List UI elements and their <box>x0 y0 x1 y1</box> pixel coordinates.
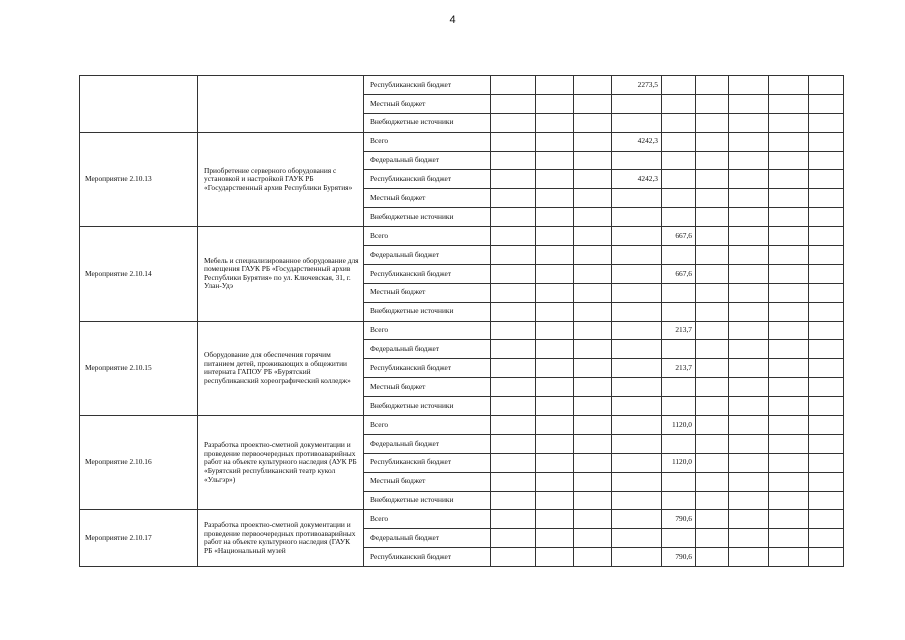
amount-cell <box>696 397 729 416</box>
amount-cell <box>536 453 574 472</box>
amount-cell <box>729 76 769 95</box>
activity-name-cell: Мероприятие 2.10.16 <box>80 416 198 510</box>
amount-cell <box>574 472 612 491</box>
amount-cell <box>612 113 662 132</box>
amount-cell <box>574 434 612 453</box>
amount-cell: 1120,0 <box>662 453 696 472</box>
amount-cell <box>662 491 696 510</box>
amount-cell <box>696 227 729 246</box>
amount-cell <box>769 227 809 246</box>
amount-cell <box>696 264 729 283</box>
amount-cell <box>769 359 809 378</box>
amount-cell <box>809 340 844 359</box>
amount-cell: 213,7 <box>662 359 696 378</box>
amount-cell <box>612 264 662 283</box>
funding-source-cell: Всего <box>364 132 491 151</box>
activity-description-cell: Разработка проектно-сметной документации и проведение первоочередных противоаварийных работ на объекте культурного наследия (АУК РБ «Бурятский республиканский театр кукол «Ульгэр») <box>198 416 364 510</box>
amount-cell <box>729 548 769 567</box>
amount-cell <box>536 189 574 208</box>
funding-source-cell: Внебюджетные источники <box>364 208 491 227</box>
amount-cell <box>662 397 696 416</box>
amount-cell: 213,7 <box>662 321 696 340</box>
amount-cell <box>696 434 729 453</box>
amount-cell <box>696 472 729 491</box>
amount-cell <box>729 453 769 472</box>
amount-cell <box>574 340 612 359</box>
amount-cell <box>491 170 536 189</box>
amount-cell <box>491 548 536 567</box>
amount-cell <box>809 170 844 189</box>
amount-cell <box>809 264 844 283</box>
amount-cell <box>612 510 662 529</box>
amount-cell <box>612 529 662 548</box>
amount-cell <box>536 416 574 435</box>
funding-source-cell: Республиканский бюджет <box>364 359 491 378</box>
amount-cell <box>809 302 844 321</box>
amount-cell <box>769 529 809 548</box>
amount-cell <box>769 453 809 472</box>
amount-cell <box>769 416 809 435</box>
amount-cell <box>574 151 612 170</box>
amount-cell <box>536 548 574 567</box>
amount-cell <box>536 510 574 529</box>
funding-source-cell: Республиканский бюджет <box>364 76 491 95</box>
amount-cell <box>612 416 662 435</box>
amount-cell <box>696 132 729 151</box>
amount-cell <box>574 548 612 567</box>
funding-source-cell: Внебюджетные источники <box>364 113 491 132</box>
amount-cell <box>574 113 612 132</box>
amount-cell <box>809 416 844 435</box>
amount-cell <box>662 189 696 208</box>
amount-cell <box>769 170 809 189</box>
amount-cell <box>769 94 809 113</box>
amount-cell <box>574 76 612 95</box>
amount-cell <box>769 302 809 321</box>
amount-cell <box>612 359 662 378</box>
amount-cell <box>491 151 536 170</box>
funding-source-cell: Всего <box>364 416 491 435</box>
amount-cell <box>729 283 769 302</box>
amount-cell <box>696 283 729 302</box>
amount-cell <box>574 510 612 529</box>
amount-cell <box>809 227 844 246</box>
amount-cell <box>536 340 574 359</box>
amount-cell <box>769 189 809 208</box>
funding-source-cell: Республиканский бюджет <box>364 170 491 189</box>
amount-cell <box>662 151 696 170</box>
funding-source-cell: Внебюджетные источники <box>364 491 491 510</box>
amount-cell <box>662 113 696 132</box>
amount-cell <box>696 378 729 397</box>
amount-cell: 2273,5 <box>612 76 662 95</box>
table-row <box>80 227 844 246</box>
amount-cell <box>536 264 574 283</box>
amount-cell: 790,6 <box>662 510 696 529</box>
amount-cell <box>662 208 696 227</box>
activity-name-cell: Мероприятие 2.10.14 <box>80 227 198 321</box>
amount-cell <box>536 321 574 340</box>
amount-cell <box>491 246 536 265</box>
amount-cell <box>696 359 729 378</box>
funding-source-cell: Всего <box>364 510 491 529</box>
amount-cell <box>662 246 696 265</box>
amount-cell <box>574 453 612 472</box>
amount-cell <box>769 510 809 529</box>
amount-cell <box>809 246 844 265</box>
amount-cell <box>809 94 844 113</box>
amount-cell <box>612 453 662 472</box>
amount-cell <box>769 340 809 359</box>
amount-cell <box>574 491 612 510</box>
amount-cell <box>696 529 729 548</box>
amount-cell <box>729 434 769 453</box>
funding-source-cell: Всего <box>364 321 491 340</box>
amount-cell <box>729 510 769 529</box>
amount-cell <box>809 151 844 170</box>
amount-cell <box>809 189 844 208</box>
amount-cell <box>491 321 536 340</box>
amount-cell <box>729 151 769 170</box>
amount-cell <box>769 321 809 340</box>
amount-cell <box>491 227 536 246</box>
amount-cell <box>574 416 612 435</box>
amount-cell <box>729 264 769 283</box>
amount-cell <box>612 94 662 113</box>
activity-description-cell: Разработка проектно-сметной документации и проведение первоочередных противоаварийных работ на объекте культурного наследия (ГАУК РБ «Национальный музей <box>198 510 364 567</box>
amount-cell <box>729 529 769 548</box>
amount-cell <box>729 208 769 227</box>
amount-cell <box>769 208 809 227</box>
amount-cell <box>536 208 574 227</box>
amount-cell <box>729 472 769 491</box>
amount-cell <box>612 321 662 340</box>
amount-cell <box>769 472 809 491</box>
amount-cell <box>574 264 612 283</box>
amount-cell <box>612 340 662 359</box>
amount-cell <box>574 529 612 548</box>
table-row <box>80 132 844 151</box>
table-row <box>80 510 844 529</box>
amount-cell <box>612 151 662 170</box>
amount-cell <box>809 548 844 567</box>
amount-cell <box>612 302 662 321</box>
amount-cell <box>729 359 769 378</box>
amount-cell <box>769 283 809 302</box>
activity-description-cell <box>198 76 364 133</box>
amount-cell <box>574 359 612 378</box>
amount-cell <box>612 208 662 227</box>
amount-cell <box>491 283 536 302</box>
amount-cell <box>574 189 612 208</box>
amount-cell <box>662 170 696 189</box>
amount-cell <box>491 113 536 132</box>
amount-cell <box>696 170 729 189</box>
amount-cell <box>662 340 696 359</box>
amount-cell <box>574 132 612 151</box>
amount-cell <box>662 283 696 302</box>
amount-cell <box>536 397 574 416</box>
activity-name-cell: Мероприятие 2.10.17 <box>80 510 198 567</box>
funding-source-cell: Федеральный бюджет <box>364 246 491 265</box>
amount-cell <box>729 340 769 359</box>
amount-cell: 1120,0 <box>662 416 696 435</box>
amount-cell <box>574 378 612 397</box>
amount-cell <box>536 378 574 397</box>
amount-cell <box>574 170 612 189</box>
amount-cell <box>809 397 844 416</box>
amount-cell <box>769 76 809 95</box>
amount-cell <box>491 340 536 359</box>
amount-cell <box>612 491 662 510</box>
amount-cell <box>574 302 612 321</box>
amount-cell <box>729 321 769 340</box>
table-row <box>80 416 844 435</box>
table-row <box>80 76 844 95</box>
funding-source-cell: Федеральный бюджет <box>364 434 491 453</box>
activity-description-cell: Приобретение серверного оборудования с установкой и настройкой ГАУК РБ «Государственный архив Республики Бурятия» <box>198 132 364 226</box>
amount-cell <box>536 113 574 132</box>
activity-description-cell: Мебель и специализированное оборудование для помещения ГАУК РБ «Государственный архив Республики Бурятия» по ул. Ключевская, 31, г. Улан-Удэ <box>198 227 364 321</box>
amount-cell: 667,6 <box>662 227 696 246</box>
amount-cell <box>612 434 662 453</box>
amount-cell <box>729 302 769 321</box>
amount-cell <box>729 113 769 132</box>
amount-cell <box>662 132 696 151</box>
amount-cell <box>574 227 612 246</box>
amount-cell <box>612 397 662 416</box>
amount-cell <box>809 113 844 132</box>
amount-cell <box>536 227 574 246</box>
activity-name-cell: Мероприятие 2.10.13 <box>80 132 198 226</box>
amount-cell <box>809 132 844 151</box>
amount-cell <box>574 94 612 113</box>
amount-cell <box>662 76 696 95</box>
amount-cell <box>536 170 574 189</box>
activity-name-cell: Мероприятие 2.10.15 <box>80 321 198 415</box>
amount-cell <box>536 283 574 302</box>
amount-cell <box>809 378 844 397</box>
amount-cell <box>769 491 809 510</box>
amount-cell <box>769 264 809 283</box>
amount-cell <box>491 397 536 416</box>
budget-table <box>79 75 844 567</box>
amount-cell <box>612 189 662 208</box>
amount-cell <box>729 132 769 151</box>
funding-source-cell: Внебюджетные источники <box>364 302 491 321</box>
amount-cell <box>491 359 536 378</box>
amount-cell <box>536 529 574 548</box>
amount-cell <box>536 76 574 95</box>
amount-cell <box>809 76 844 95</box>
amount-cell <box>809 453 844 472</box>
funding-source-cell: Федеральный бюджет <box>364 529 491 548</box>
amount-cell <box>696 548 729 567</box>
amount-cell <box>536 246 574 265</box>
amount-cell <box>536 434 574 453</box>
amount-cell <box>729 491 769 510</box>
amount-cell <box>491 529 536 548</box>
funding-source-cell: Местный бюджет <box>364 472 491 491</box>
funding-source-cell: Федеральный бюджет <box>364 340 491 359</box>
amount-cell <box>491 264 536 283</box>
amount-cell <box>809 359 844 378</box>
amount-cell <box>769 434 809 453</box>
amount-cell <box>491 434 536 453</box>
amount-cell <box>769 113 809 132</box>
amount-cell <box>809 321 844 340</box>
amount-cell <box>491 94 536 113</box>
amount-cell <box>612 472 662 491</box>
amount-cell <box>809 283 844 302</box>
amount-cell <box>491 510 536 529</box>
amount-cell <box>612 246 662 265</box>
amount-cell <box>696 510 729 529</box>
amount-cell: 667,6 <box>662 264 696 283</box>
amount-cell <box>612 378 662 397</box>
amount-cell <box>729 416 769 435</box>
funding-source-cell: Республиканский бюджет <box>364 264 491 283</box>
amount-cell: 4242,3 <box>612 170 662 189</box>
amount-cell <box>491 491 536 510</box>
activity-description-cell: Оборудование для обеспечения горячим питанием детей, проживающих в общежитии интерната ГАПОУ РБ «Бурятский республиканский хореографический колледж» <box>198 321 364 415</box>
amount-cell <box>809 529 844 548</box>
funding-source-cell: Федеральный бюджет <box>364 151 491 170</box>
amount-cell <box>729 170 769 189</box>
page-number: 4 <box>449 14 456 26</box>
amount-cell <box>696 491 729 510</box>
funding-source-cell: Местный бюджет <box>364 189 491 208</box>
amount-cell <box>491 453 536 472</box>
amount-cell <box>574 246 612 265</box>
amount-cell <box>809 208 844 227</box>
amount-cell <box>612 227 662 246</box>
amount-cell <box>536 491 574 510</box>
funding-source-cell: Республиканский бюджет <box>364 548 491 567</box>
amount-cell <box>536 302 574 321</box>
amount-cell <box>491 208 536 227</box>
amount-cell <box>491 132 536 151</box>
amount-cell <box>662 434 696 453</box>
amount-cell <box>809 491 844 510</box>
amount-cell <box>536 151 574 170</box>
amount-cell <box>769 548 809 567</box>
amount-cell <box>729 94 769 113</box>
amount-cell <box>491 76 536 95</box>
amount-cell <box>696 208 729 227</box>
amount-cell <box>491 189 536 208</box>
amount-cell <box>696 453 729 472</box>
funding-source-cell: Местный бюджет <box>364 283 491 302</box>
amount-cell <box>612 283 662 302</box>
amount-cell <box>491 378 536 397</box>
amount-cell <box>696 113 729 132</box>
amount-cell <box>729 189 769 208</box>
amount-cell <box>696 189 729 208</box>
amount-cell <box>696 94 729 113</box>
funding-source-cell: Местный бюджет <box>364 378 491 397</box>
amount-cell <box>662 472 696 491</box>
amount-cell <box>662 94 696 113</box>
amount-cell <box>809 434 844 453</box>
amount-cell <box>696 321 729 340</box>
amount-cell <box>729 378 769 397</box>
amount-cell <box>536 472 574 491</box>
activity-name-cell <box>80 76 198 133</box>
amount-cell <box>769 246 809 265</box>
amount-cell <box>536 132 574 151</box>
amount-cell <box>769 151 809 170</box>
amount-cell <box>696 76 729 95</box>
amount-cell <box>729 397 769 416</box>
amount-cell <box>809 510 844 529</box>
amount-cell <box>696 151 729 170</box>
amount-cell <box>696 302 729 321</box>
amount-cell <box>574 283 612 302</box>
funding-source-cell: Всего <box>364 227 491 246</box>
amount-cell <box>491 472 536 491</box>
amount-cell: 790,6 <box>662 548 696 567</box>
amount-cell <box>696 340 729 359</box>
amount-cell <box>536 359 574 378</box>
amount-cell <box>491 416 536 435</box>
amount-cell <box>769 132 809 151</box>
table-row <box>80 321 844 340</box>
amount-cell: 4242,3 <box>612 132 662 151</box>
amount-cell <box>729 227 769 246</box>
funding-source-cell: Республиканский бюджет <box>364 453 491 472</box>
amount-cell <box>729 246 769 265</box>
funding-source-cell: Местный бюджет <box>364 94 491 113</box>
amount-cell <box>574 321 612 340</box>
amount-cell <box>574 208 612 227</box>
amount-cell <box>769 397 809 416</box>
amount-cell <box>491 302 536 321</box>
amount-cell <box>574 397 612 416</box>
amount-cell <box>769 378 809 397</box>
funding-source-cell: Внебюджетные источники <box>364 397 491 416</box>
amount-cell <box>662 302 696 321</box>
amount-cell <box>662 378 696 397</box>
amount-cell <box>662 529 696 548</box>
amount-cell <box>809 472 844 491</box>
amount-cell <box>696 416 729 435</box>
amount-cell <box>612 548 662 567</box>
amount-cell <box>536 94 574 113</box>
amount-cell <box>696 246 729 265</box>
